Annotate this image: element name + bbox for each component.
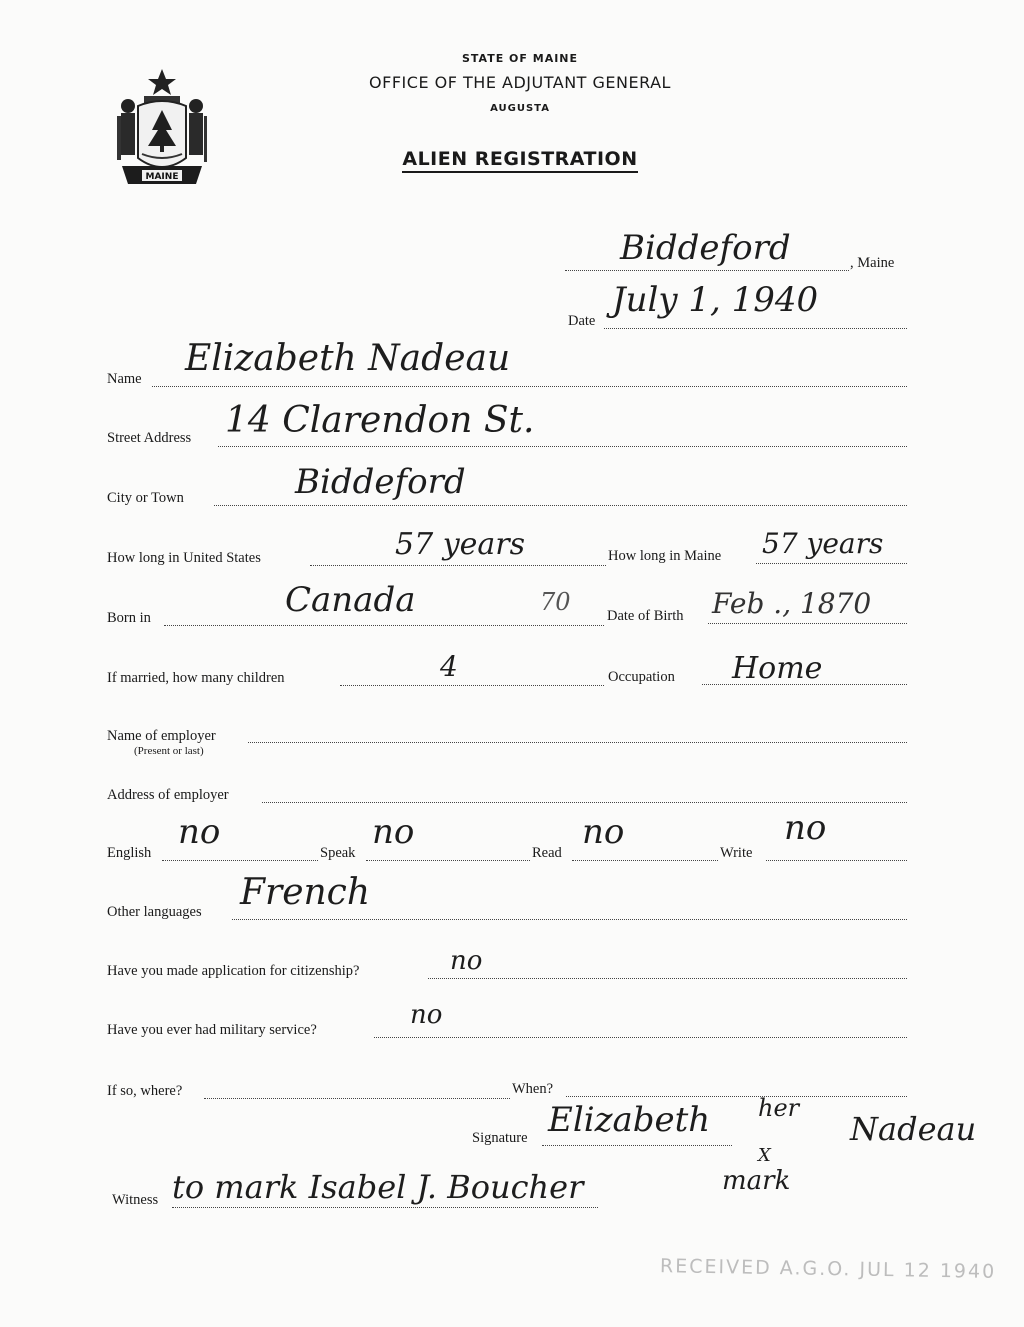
languages-label: Other languages — [107, 904, 202, 920]
where-line — [204, 1098, 510, 1099]
city-heading: AUGUSTA — [490, 103, 550, 114]
citizenship-label: Have you made application for citizenship? — [107, 963, 360, 979]
employer-label: Name of employer — [107, 728, 216, 744]
speak-value: no — [372, 812, 415, 852]
english-line — [162, 860, 318, 861]
read-value: no — [582, 812, 625, 852]
form-title-text: ALIEN REGISTRATION — [402, 148, 637, 173]
employer-address-line — [262, 802, 907, 803]
street-value: 14 Clarendon St. — [225, 400, 535, 441]
read-label: Read — [532, 845, 562, 861]
place-label: , Maine — [850, 255, 895, 271]
employer-sublabel: (Present or last) — [134, 745, 204, 757]
dob-value: Feb ., 1870 — [712, 587, 872, 620]
city-label: City or Town — [107, 490, 184, 506]
employer-line — [248, 742, 907, 743]
born-note: 70 — [540, 588, 571, 616]
signature-line — [542, 1145, 732, 1146]
english-value: no — [178, 812, 221, 852]
languages-line — [232, 919, 907, 920]
place-value: Biddeford — [620, 228, 791, 268]
state-seal-icon — [108, 66, 216, 192]
maine-label: How long in Maine — [608, 548, 722, 564]
street-line — [218, 446, 907, 447]
witness-line — [172, 1207, 598, 1208]
born-value: Canada — [285, 580, 416, 620]
city-line — [214, 505, 907, 506]
military-label: Have you ever had military service? — [107, 1022, 317, 1038]
date-line — [604, 328, 907, 329]
witness-value: to mark Isabel J. Boucher — [172, 1168, 584, 1206]
signature-last: Nadeau — [850, 1110, 977, 1148]
citizenship-line — [428, 978, 907, 979]
date-label: Date — [568, 313, 596, 329]
languages-value: French — [240, 872, 371, 913]
received-stamp: RECEIVED A.G.O. JUL 12 1940 — [659, 1255, 997, 1283]
seal-maine-text: MAINE — [145, 172, 179, 182]
dob-label: Date of Birth — [607, 608, 684, 624]
place-line — [565, 270, 849, 271]
military-value: no — [410, 1000, 443, 1030]
children-value: 4 — [440, 650, 458, 683]
maine-value: 57 years — [762, 527, 884, 560]
when-line — [566, 1096, 907, 1097]
state-heading: STATE OF MAINE — [461, 52, 579, 65]
speak-line — [366, 860, 530, 861]
date-value: July 1, 1940 — [612, 280, 819, 320]
dob-line — [708, 623, 907, 624]
read-line — [572, 860, 718, 861]
speak-label: Speak — [320, 845, 356, 861]
english-label: English — [107, 845, 152, 861]
us-label: How long in United States — [107, 550, 261, 566]
us-value: 57 years — [395, 527, 526, 562]
name-value: Elizabeth Nadeau — [185, 338, 511, 379]
children-label: If married, how many children — [107, 670, 285, 686]
born-label: Born in — [107, 610, 151, 626]
military-line — [374, 1037, 907, 1038]
citizenship-value: no — [450, 946, 483, 976]
witness-label: Witness — [112, 1192, 159, 1208]
signature-mark-word: mark — [722, 1166, 791, 1196]
signature-label: Signature — [472, 1130, 528, 1146]
maine-line — [756, 563, 907, 564]
signature-her: her — [758, 1094, 800, 1122]
employer-address-label: Address of employer — [107, 787, 229, 803]
write-value: no — [784, 808, 827, 848]
occupation-label: Occupation — [608, 669, 675, 685]
signature-value: Elizabeth — [548, 1100, 711, 1140]
write-line — [766, 860, 907, 861]
children-line — [340, 685, 604, 686]
name-label: Name — [107, 371, 142, 387]
us-line — [310, 565, 606, 566]
signature-x-mark: X — [758, 1145, 771, 1166]
when-label: When? — [512, 1081, 554, 1097]
born-line — [164, 625, 604, 626]
city-value: Biddeford — [295, 462, 466, 502]
name-line — [152, 386, 907, 387]
write-label: Write — [720, 845, 753, 861]
street-label: Street Address — [107, 430, 192, 446]
office-heading: OFFICE OF THE ADJUTANT GENERAL — [369, 73, 671, 92]
occupation-value: Home — [732, 651, 823, 686]
where-label: If so, where? — [107, 1083, 183, 1099]
